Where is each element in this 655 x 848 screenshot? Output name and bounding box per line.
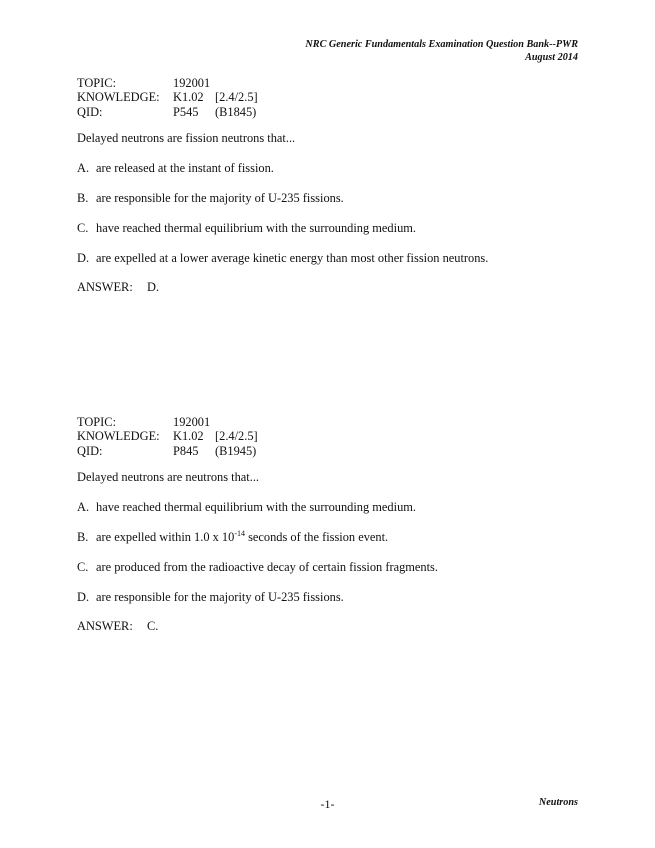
- knowledge-row: [77, 90, 587, 104]
- page-number: -1-: [320, 797, 335, 811]
- knowledge-rating: [2.4/2.5]: [215, 90, 258, 105]
- option-text-before: are expelled within 1.0 x 10: [96, 529, 235, 544]
- topic-label: TOPIC:: [77, 415, 117, 429]
- option-d: [77, 251, 587, 266]
- knowledge-row: [77, 429, 587, 443]
- option-text: have reached thermal equilibrium with the surrounding medium.: [96, 220, 417, 235]
- knowledge-label: KNOWLEDGE:: [77, 90, 160, 105]
- option-letter: D.: [77, 589, 90, 604]
- header-date: August 2014: [525, 52, 578, 63]
- topic-row: [77, 415, 587, 429]
- question-block-1: [77, 76, 587, 295]
- answer-label: ANSWER:: [77, 618, 133, 633]
- qid-value: P845: [173, 443, 199, 458]
- knowledge-code: K1.02: [173, 90, 204, 105]
- page-header: [305, 38, 578, 64]
- topic-value: 192001: [173, 76, 211, 90]
- option-letter: C.: [77, 559, 89, 574]
- option-b: [77, 530, 587, 545]
- topic-value: 192001: [173, 415, 211, 429]
- answer-row: [77, 619, 587, 634]
- qid-row: [77, 444, 587, 458]
- question-stem: Delayed neutrons are fission neutrons that...: [77, 130, 296, 145]
- qid-alt-value: (B1945): [215, 443, 257, 458]
- option-text: are released at the instant of fission.: [96, 160, 274, 175]
- option-letter: A.: [77, 160, 90, 175]
- section-name: Neutrons: [538, 797, 578, 808]
- question-block-2: [77, 415, 587, 634]
- option-a: [77, 500, 587, 515]
- option-letter: D.: [77, 250, 90, 265]
- qid-label: QID:: [77, 443, 103, 458]
- option-c: [77, 560, 587, 575]
- option-text: are responsible for the majority of U-235 fissions.: [96, 589, 344, 604]
- option-letter: C.: [77, 220, 89, 235]
- option-text: are produced from the radioactive decay of certain fission fragments.: [96, 559, 438, 574]
- option-b: [77, 191, 587, 206]
- option-a: [77, 161, 587, 176]
- option-d: [77, 590, 587, 605]
- answer-row: [77, 280, 587, 295]
- option-letter: B.: [77, 190, 89, 205]
- option-text: are responsible for the majority of U-235 fissions.: [96, 190, 344, 205]
- option-text: have reached thermal equilibrium with the surrounding medium.: [96, 499, 417, 514]
- qid-value: P545: [173, 104, 199, 119]
- option-letter: B.: [77, 529, 89, 544]
- topic-label: TOPIC:: [77, 76, 117, 90]
- answer-label: ANSWER:: [77, 279, 133, 294]
- option-text: [96, 530, 388, 545]
- question-stem: Delayed neutrons are neutrons that...: [77, 469, 260, 484]
- answer-value: D.: [147, 279, 160, 294]
- qid-label: QID:: [77, 104, 103, 119]
- option-letter: A.: [77, 499, 90, 514]
- answer-value: C.: [147, 618, 159, 633]
- option-c: [77, 221, 587, 236]
- knowledge-rating: [2.4/2.5]: [215, 429, 258, 444]
- exponent: -14: [234, 528, 245, 538]
- option-text-after: seconds of the fission event.: [245, 529, 389, 544]
- knowledge-label: KNOWLEDGE:: [77, 429, 160, 444]
- header-title: NRC Generic Fundamentals Examination Question Bank--PWR: [305, 39, 578, 50]
- qid-row: [77, 105, 587, 119]
- topic-row: [77, 76, 587, 90]
- option-text: are expelled at a lower average kinetic energy than most other fission neutrons.: [96, 250, 489, 265]
- knowledge-code: K1.02: [173, 429, 204, 444]
- qid-alt-value: (B1845): [215, 104, 257, 119]
